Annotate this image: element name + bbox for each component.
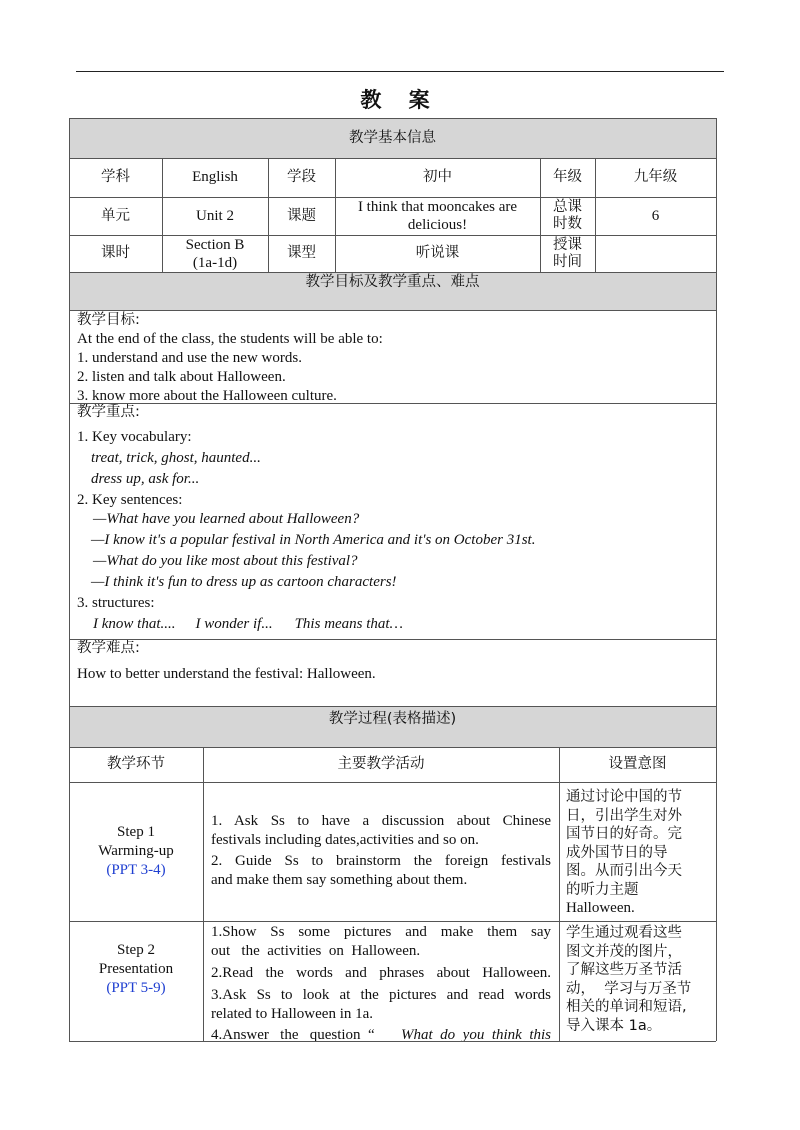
teach-time-label	[540, 235, 595, 272]
purpose-line: 相关的单词和短语,	[566, 999, 687, 1015]
period-label: 课时	[101, 245, 130, 261]
topic-value	[335, 197, 540, 235]
grid-line	[203, 747, 204, 1041]
basic-info-header: 教学基本信息	[69, 118, 716, 158]
structure-item: This means that…	[294, 616, 403, 632]
grid-line	[540, 158, 541, 272]
period-line: Section B	[185, 236, 245, 253]
total-hours-value: 6	[651, 207, 660, 224]
purpose-line: 日，引出学生对外	[566, 807, 682, 824]
structure-item: I wonder if...	[195, 616, 273, 632]
activity-line: related to Halloween in 1a.	[211, 1006, 374, 1022]
structure-item: I know that....	[93, 616, 176, 632]
sentence-line: —What have you learned about Halloween?	[93, 511, 360, 527]
step-2-name	[69, 921, 203, 1041]
purpose-line: 动， 学习与万圣节	[566, 980, 692, 997]
difficulty-block	[69, 639, 716, 706]
total-hours-label-line: 时数	[553, 216, 582, 232]
activity-line	[211, 1026, 551, 1041]
period-value	[162, 235, 268, 272]
teach-time-label-line: 时间	[553, 253, 582, 270]
step-1-purpose	[559, 782, 716, 921]
objective-line: 3. know more about the Halloween culture.	[77, 388, 337, 402]
grid-line	[69, 118, 70, 1041]
activity-line: 1.Show Ss some pictures and make them say	[211, 924, 551, 940]
grid-line	[69, 639, 716, 640]
grid-line	[69, 403, 716, 404]
activity-fragment: What do you think this	[401, 1027, 551, 1041]
grid-line	[595, 158, 596, 272]
purpose-line: 了解这些万圣节活	[566, 962, 682, 978]
step-1-name	[69, 782, 203, 921]
process-col-activity: 主要教学活动	[337, 756, 425, 772]
stage-value: 初中	[423, 169, 452, 185]
structures-line	[77, 615, 716, 634]
grid-line	[69, 235, 716, 236]
sentence-line: —What do you like most about this festival?	[93, 553, 358, 569]
header-rule	[76, 71, 724, 72]
step-1-activities	[203, 782, 559, 921]
process-col-purpose: 设置意图	[608, 756, 667, 772]
purpose-line: 通过讨论中国的节	[566, 789, 682, 805]
vocab-title: 1. Key vocabulary:	[77, 429, 192, 445]
step-2-purpose	[559, 921, 716, 1041]
key-points-block	[69, 403, 716, 639]
topic-label: 课题	[287, 207, 316, 224]
activity-line: 2. Guide Ss to brainstorm the foreign festivals	[211, 853, 551, 869]
grade-value: 九年级	[633, 169, 678, 185]
step-name-line: Step 1	[117, 824, 155, 840]
grid-line	[69, 1041, 716, 1042]
sentence-line: —I know it's a popular festival in North America and it's on October 31st.	[91, 532, 536, 548]
grid-line	[69, 272, 716, 273]
purpose-line: Halloween.	[566, 900, 635, 916]
objectives-label: 教学目标:	[77, 312, 140, 328]
activity-fragment: 4.Answer the question “	[211, 1027, 375, 1041]
topic-line: I think that mooncakes are	[357, 199, 518, 215]
type-label: 课型	[287, 245, 316, 261]
vocab-line: dress up, ask for...	[91, 471, 200, 487]
grid-line	[69, 118, 716, 119]
subject-label: 学科	[101, 169, 130, 185]
step-name-line: Warming-up	[98, 843, 174, 859]
objective-line: 2. listen and talk about Halloween.	[77, 369, 286, 385]
key-points-label: 教学重点:	[77, 404, 140, 420]
activity-line: out the activities on Halloween.	[211, 943, 421, 959]
grid-line	[69, 782, 716, 783]
step-ppt-ref: (PPT 3-4)	[106, 862, 166, 878]
teach-time-value	[595, 235, 716, 272]
objective-line: At the end of the class, the students will be able to:	[77, 331, 383, 347]
objectives-header: 教学目标及教学重点、难点	[69, 272, 716, 310]
grid-line	[559, 747, 560, 1041]
process-header: 教学过程(表格描述)	[69, 707, 716, 747]
activity-line: 2.Read the words and phrases about Halloween.	[211, 965, 551, 981]
unit-value: Unit 2	[196, 207, 234, 224]
stage-label: 学段	[287, 169, 316, 185]
difficulty-text: How to better understand the festival: Halloween.	[77, 666, 376, 682]
step-ppt-ref: (PPT 5-9)	[106, 979, 166, 996]
structures-title: 3. structures:	[77, 595, 155, 611]
activity-line: 3.Ask Ss to look at the pictures and read words	[211, 987, 551, 1003]
objectives-block	[69, 311, 716, 403]
grid-line	[69, 158, 716, 159]
sentence-line: —I think it's fun to dress up as cartoon characters!	[91, 574, 397, 590]
grid-line	[69, 197, 716, 198]
purpose-line: 的听力主题	[566, 881, 639, 898]
sentences-title: 2. Key sentences:	[77, 492, 183, 508]
step-name-line: Presentation	[98, 960, 174, 977]
total-hours-label-line: 总课	[553, 199, 582, 215]
vocab-line: treat, trick, ghost, haunted...	[91, 450, 261, 466]
type-value: 听说课	[415, 245, 460, 261]
purpose-line: 学生通过观看这些	[566, 925, 682, 941]
grid-line	[69, 747, 716, 748]
document-title: 教 案	[360, 88, 440, 112]
purpose-line: 导入课本 1a。	[566, 1017, 662, 1034]
purpose-line: 国节日的好奇。完	[566, 826, 682, 842]
process-col-step: 教学环节	[107, 756, 165, 772]
purpose-line: 图文并茂的图片，	[566, 943, 682, 960]
grid-line	[69, 310, 716, 311]
unit-label: 单元	[101, 207, 130, 224]
grid-line	[69, 706, 716, 707]
objective-line: 1. understand and use the new words.	[77, 350, 302, 366]
difficulty-label: 教学难点:	[77, 640, 140, 656]
activity-line: and make them say something about them.	[211, 872, 468, 888]
step-2-activities	[203, 921, 559, 1041]
activity-line: 1. Ask Ss to have a discussion about Chinese	[211, 813, 551, 829]
activity-line: festivals including dates,activities and so on.	[211, 832, 479, 848]
grid-line	[162, 158, 163, 272]
grid-line	[69, 921, 716, 922]
purpose-line: 成外国节日的导	[566, 844, 668, 861]
step-name-line: Step 2	[117, 941, 155, 958]
period-line: (1a-1d)	[192, 254, 238, 271]
teach-time-label-line: 授课	[553, 236, 582, 253]
grid-line	[268, 158, 269, 272]
subject-value: English	[192, 169, 238, 185]
grid-line	[335, 158, 336, 272]
grid-line	[716, 118, 717, 1041]
purpose-line: 图。从而引出今天	[566, 863, 682, 879]
topic-line: delicious!	[407, 217, 468, 233]
grade-label: 年级	[553, 169, 582, 185]
total-hours-label	[540, 197, 595, 235]
